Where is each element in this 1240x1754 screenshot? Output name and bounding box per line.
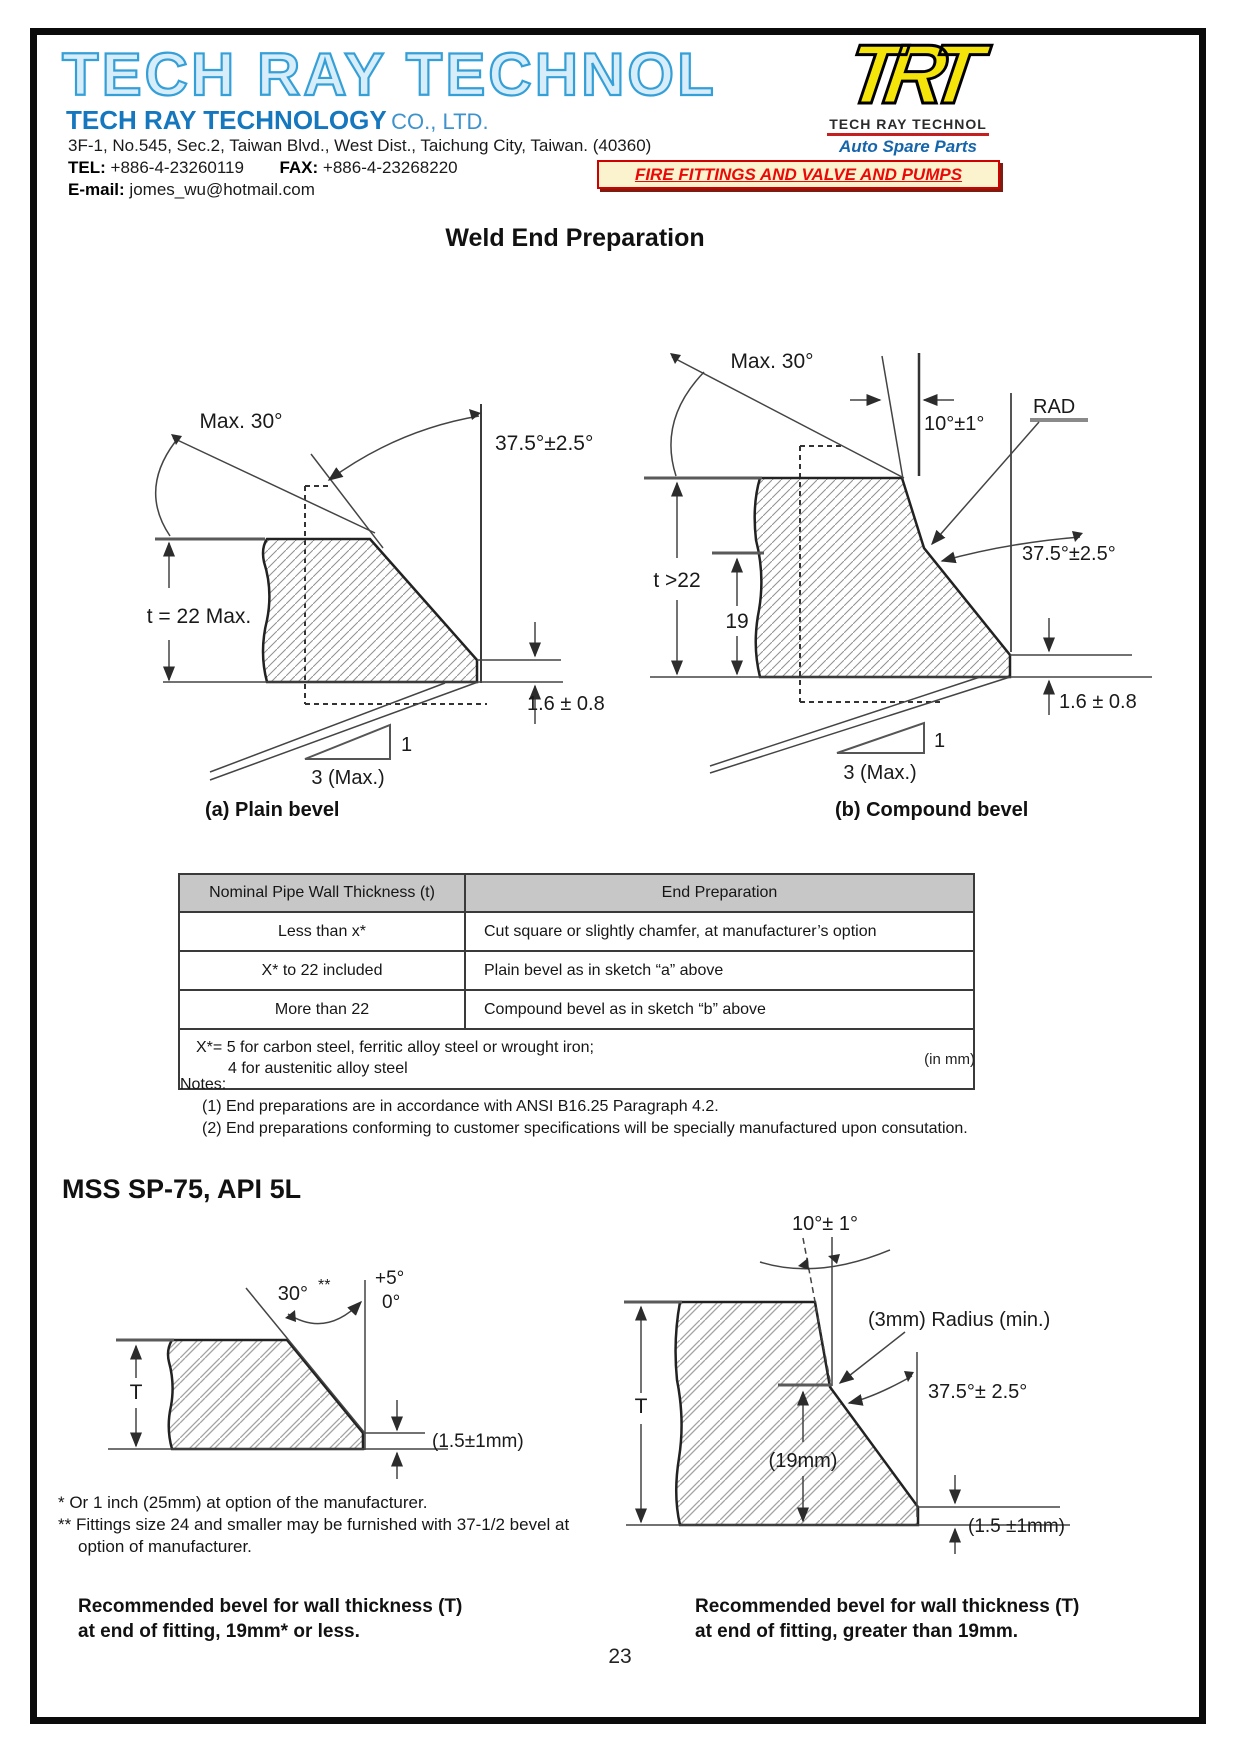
company-type: CO., LTD. — [391, 109, 489, 134]
label-root-face: 1.6 ± 0.8 — [527, 693, 605, 715]
product-banner — [597, 160, 1000, 189]
caption-line: Recommended bevel for wall thickness (T) — [78, 1596, 463, 1617]
fax-label: FAX: — [279, 158, 319, 177]
label-angle-ref: ** — [318, 1277, 331, 1294]
cell-thickness: X* to 22 included — [179, 951, 465, 990]
cell-thickness: Less than x* — [179, 912, 465, 951]
mss-footnotes — [58, 1492, 618, 1558]
table-header-row — [179, 874, 974, 912]
company-logo-wordmark: TECH RAY TECHNOL — [62, 41, 717, 108]
tel-label: TEL: — [68, 158, 106, 177]
diagram-compound-bevel — [592, 300, 1177, 790]
label-max-angle: Max. 30° — [199, 410, 283, 433]
label-radius: RAD — [1033, 396, 1076, 418]
tel-fax-line — [68, 158, 458, 178]
label-tol-minus: 0° — [382, 1292, 401, 1313]
page-title: Weld End Preparation — [445, 224, 705, 252]
label-taper-run: 3 (Max.) — [843, 762, 917, 784]
notes-block — [180, 1074, 968, 1140]
trt-logo — [808, 27, 1008, 157]
label-bevel-angle: 37.5°±2.5° — [495, 432, 594, 455]
diagram-mss-thick-wall — [600, 1180, 1180, 1560]
tel-value: +886-4-23260119 — [110, 158, 244, 177]
label-tol-plus: +5° — [375, 1268, 405, 1289]
caption-line: at end of fitting, 19mm* or less. — [78, 1621, 360, 1642]
email-value: jomes_wu@hotmail.com — [129, 180, 315, 199]
cell-prep: Cut square or slightly chamfer, at manufacturer’s option — [465, 912, 974, 951]
table-row — [179, 951, 974, 990]
caption-thin-wall — [78, 1594, 462, 1644]
trt-logo-tagline: Auto Spare Parts — [839, 137, 977, 156]
pipe-wall-section — [755, 478, 1010, 677]
label-root-face: (1.5±1mm) — [432, 1431, 524, 1452]
label-taper-rise: 1 — [401, 734, 413, 756]
diagram-mss-thin-wall — [80, 1258, 580, 1483]
cell-prep: Compound bevel as in sketch “b” above — [465, 990, 974, 1029]
label-max-angle: Max. 30° — [730, 350, 814, 373]
col-header-thickness: Nominal Pipe Wall Thickness (t) — [179, 874, 465, 912]
caption-thick-wall — [695, 1594, 1079, 1644]
label-bevel-angle: 30° — [277, 1283, 308, 1305]
label-land-angle: 10°± 1° — [792, 1213, 858, 1235]
caption-compound-bevel: (b) Compound bevel — [835, 799, 1029, 821]
table-row — [179, 912, 974, 951]
company-name-line — [66, 105, 489, 136]
mss-footnote-1: * Or 1 inch (25mm) at option of the manufacturer. — [58, 1493, 428, 1512]
trt-logo-name: TECH RAY TECHNOL — [827, 116, 989, 136]
note-item: (2) End preparations conforming to customer specifications will be specially manufactured upon consutation. — [202, 1120, 968, 1137]
email-label: E-mail: — [68, 180, 125, 199]
label-bevel-depth: (19mm) — [768, 1450, 838, 1472]
note-item: (1) End preparations are in accordance with ANSI B16.25 Paragraph 4.2. — [202, 1098, 719, 1115]
units-note: (in mm) — [924, 1051, 975, 1068]
label-wall-thickness: t >22 — [653, 569, 701, 592]
caption-plain-bevel: (a) Plain bevel — [205, 799, 340, 821]
notes-heading: Notes: — [180, 1076, 227, 1093]
cell-thickness: More than 22 — [179, 990, 465, 1029]
label-taper-run: 3 (Max.) — [311, 767, 385, 789]
banner-text: FIRE FITTINGS AND VALVE AND PUMPS — [634, 164, 963, 184]
label-bevel-angle: 37.5°± 2.5° — [928, 1381, 1028, 1403]
section-heading-mss: MSS SP-75, API 5L — [62, 1174, 302, 1204]
label-taper-rise: 1 — [934, 730, 946, 752]
label-bevel-angle: 37.5°±2.5° — [1022, 543, 1116, 565]
label-radius: (3mm) Radius (min.) — [868, 1309, 1051, 1331]
email-line — [68, 180, 315, 200]
col-header-prep: End Preparation — [465, 874, 974, 912]
cell-prep: Plain bevel as in sketch “a” above — [465, 951, 974, 990]
label-root-face: 1.6 ± 0.8 — [1059, 691, 1137, 713]
company-name: TECH RAY TECHNOLOGY — [66, 105, 387, 135]
diagram-plain-bevel — [115, 352, 625, 797]
caption-line: Recommended bevel for wall thickness (T) — [695, 1596, 1080, 1617]
trt-monogram-icon: TRT — [841, 27, 975, 121]
footnote-line-1: X*= 5 for carbon steel, ferritic alloy steel or wrought iron; — [196, 1039, 594, 1056]
pipe-wall-section — [263, 539, 477, 682]
mss-footnote-2: ** Fittings size 24 and smaller may be furnished with 37-1/2 bevel at option of manufacturer. — [58, 1515, 570, 1556]
table-row — [179, 990, 974, 1029]
label-bevel-depth: 19 — [725, 610, 749, 633]
caption-line: at end of fitting, greater than 19mm. — [695, 1621, 1019, 1642]
label-root-face: (1.5 ±1mm) — [968, 1516, 1065, 1537]
label-wall-thickness: T — [634, 1395, 648, 1418]
label-wall-thickness: T — [129, 1381, 143, 1404]
page-number: 23 — [608, 1645, 632, 1668]
label-wall-thickness: t = 22 Max. — [146, 605, 252, 628]
company-address: 3F-1, No.545, Sec.2, Taiwan Blvd., West Dist., Taichung City, Taiwan. (40360) — [68, 136, 652, 155]
label-land-angle: 10°±1° — [924, 413, 985, 435]
fax-value: +886-4-23268220 — [322, 158, 458, 177]
footnote-line-2: 4 for austenitic alloy steel — [228, 1060, 408, 1077]
pipe-wall-section — [676, 1302, 918, 1525]
